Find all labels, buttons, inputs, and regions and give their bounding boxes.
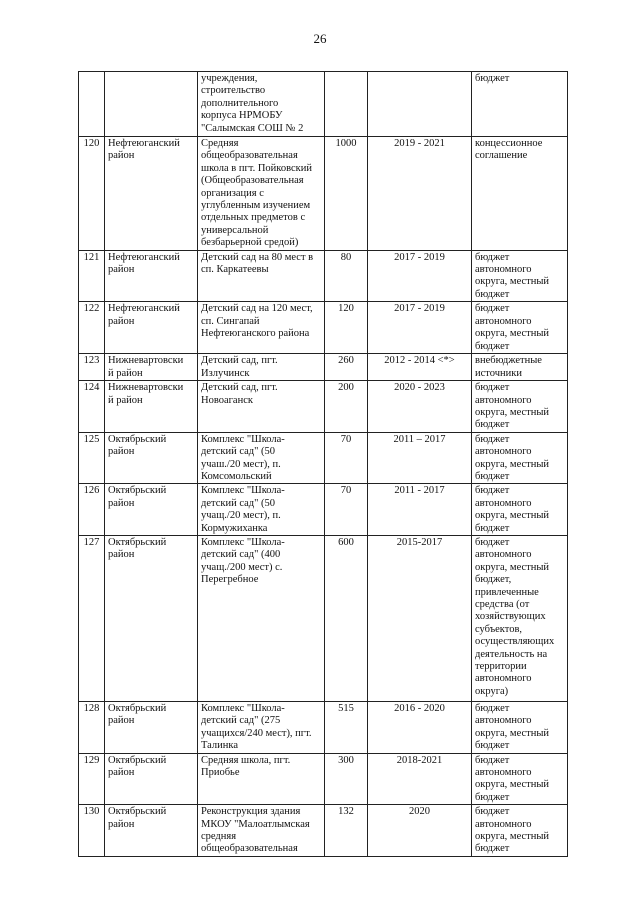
object-name-cell-text: Комплекс "Школа- детский сад" (50 учащ./20 мест), п. Кормужиханка (201, 485, 285, 534)
funding-source-cell-text: бюджет (475, 73, 510, 84)
table-row (79, 805, 568, 857)
district-cell (105, 432, 198, 484)
district-cell (105, 484, 198, 536)
funding-source-cell (472, 250, 568, 302)
funding-source-cell-text: бюджет автономного округа, местный бюджет (475, 382, 550, 431)
table-row (79, 535, 568, 701)
capacity-cell-text: 515 (338, 702, 354, 714)
object-name-cell (198, 484, 325, 536)
row-number-cell (79, 535, 105, 701)
object-name-cell-text: Детский сад, пгт. Излучинск (201, 355, 278, 379)
object-name-cell-text: Комплекс "Школа- детский сад" (275 учащихся/240 мест), пгт. Талинка (201, 702, 312, 752)
row-number-cell-text: 127 (83, 536, 100, 548)
capacity-cell (325, 805, 368, 857)
object-name-cell (198, 137, 325, 251)
district-cell (105, 753, 198, 805)
object-name-cell-text: Реконструкция здания МКОУ "Малоатлымская средняя общеобразовательная (201, 806, 310, 855)
funding-source-cell-text: бюджет автономного округа, местный бюджет, привлеченные средства (от хозяйствующих субъектов, осуществляющих деятельность на территории автономного округа) (475, 536, 555, 697)
years-cell (368, 250, 472, 302)
years-cell (368, 137, 472, 251)
object-name-cell-text: учреждения, строительство дополнительного корпуса НРМОБУ "Салымская СОШ № 2 (201, 73, 304, 134)
district-cell (105, 302, 198, 354)
row-number-cell-text: 122 (83, 303, 100, 315)
capacity-cell (325, 701, 368, 753)
capacity-cell-text: 200 (338, 382, 354, 394)
object-name-cell (198, 72, 325, 137)
object-name-cell-text: Средняя общеобразовательная школа в пгт. Пойковский (Общеобразовательная организация с углубленным изучением отдельных предметов с универсальной безбарьерной средой) (201, 138, 313, 249)
row-number-cell-text: 129 (83, 754, 100, 766)
capacity-cell (325, 381, 368, 433)
years-cell-text: 2020 - 2023 (394, 382, 445, 394)
row-number-cell (79, 432, 105, 484)
district-cell (105, 250, 198, 302)
capacity-cell (325, 432, 368, 484)
district-cell-text: Нефтеюганский район (108, 138, 180, 162)
district-cell (105, 701, 198, 753)
table-row (79, 381, 568, 433)
row-number-cell (79, 250, 105, 302)
capacity-cell (325, 137, 368, 251)
table-row (79, 701, 568, 753)
object-name-cell (198, 250, 325, 302)
capacity-cell (325, 250, 368, 302)
years-cell (368, 302, 472, 354)
object-name-cell-text: Детский сад на 80 мест в сп. Каркатеевы (201, 251, 314, 276)
funding-source-cell-text: бюджет автономного округа, местный бюджет (475, 251, 550, 300)
capacity-cell (325, 72, 368, 137)
row-number-cell-text: 123 (83, 355, 100, 367)
object-name-cell (198, 381, 325, 433)
table-row (79, 137, 568, 251)
funding-source-cell (472, 302, 568, 354)
district-cell-text: Октябрьский район (108, 806, 167, 830)
years-cell-text: 2019 - 2021 (394, 138, 445, 149)
object-name-cell (198, 701, 325, 753)
capacity-cell-text: 1000 (335, 138, 357, 149)
years-cell-text: 2011 – 2017 (393, 433, 446, 445)
years-cell (368, 354, 472, 381)
table-row (79, 432, 568, 484)
row-number-cell (79, 354, 105, 381)
funding-source-cell-text: бюджет автономного округа, местный бюджет (475, 754, 550, 803)
years-cell (368, 381, 472, 433)
capacity-cell-text: 120 (338, 303, 354, 315)
years-cell-text: 2020 (409, 806, 430, 818)
years-cell-text: 2018-2021 (396, 754, 443, 766)
capacity-cell-text: 600 (338, 536, 354, 548)
years-cell-text: 2015-2017 (396, 536, 443, 548)
row-number-cell-text: 130 (83, 806, 100, 818)
years-cell-text: 2012 - 2014 <*> (384, 355, 455, 367)
table-row (79, 250, 568, 302)
objects-table (78, 71, 568, 857)
table-row (79, 302, 568, 354)
object-name-cell-text: Средняя школа, пгт. Приобье (201, 754, 291, 778)
years-cell (368, 72, 472, 137)
funding-source-cell-text: внебюджетные источники (475, 355, 542, 379)
row-number-cell-text: 120 (83, 138, 100, 149)
object-name-cell (198, 753, 325, 805)
capacity-cell-text: 132 (338, 806, 354, 818)
funding-source-cell (472, 535, 568, 701)
capacity-cell-text: 260 (338, 355, 354, 367)
funding-source-cell-text: бюджет автономного округа, местный бюджет (475, 806, 550, 855)
row-number-cell-text: 125 (83, 433, 100, 445)
years-cell-text: 2017 - 2019 (394, 251, 445, 263)
row-number-cell-text: 124 (83, 382, 100, 394)
row-number-cell-text: 126 (83, 485, 100, 497)
funding-source-cell (472, 805, 568, 857)
object-name-cell (198, 805, 325, 857)
district-cell-text: Октябрьский район (108, 433, 167, 458)
funding-source-cell-text: бюджет автономного округа, местный бюджет (475, 303, 550, 352)
row-number-cell (79, 753, 105, 805)
funding-source-cell (472, 701, 568, 753)
capacity-cell (325, 302, 368, 354)
district-cell-text: Нижневартовски й район (108, 355, 184, 379)
district-cell-text: Октябрьский район (108, 536, 167, 561)
capacity-cell (325, 535, 368, 701)
years-cell (368, 753, 472, 805)
district-cell-text: Октябрьский район (108, 754, 167, 778)
object-name-cell (198, 535, 325, 701)
capacity-cell-text: 70 (340, 485, 352, 497)
row-number-cell (79, 484, 105, 536)
table-row (79, 354, 568, 381)
row-number-cell-text: 121 (83, 251, 100, 263)
table-row (79, 753, 568, 805)
row-number-cell (79, 381, 105, 433)
years-cell (368, 805, 472, 857)
table-row (79, 72, 568, 137)
object-name-cell (198, 354, 325, 381)
years-cell (368, 701, 472, 753)
funding-source-cell-text: бюджет автономного округа, местный бюджет (475, 433, 550, 482)
capacity-cell (325, 484, 368, 536)
funding-source-cell (472, 753, 568, 805)
row-number-cell (79, 302, 105, 354)
years-cell-text: 2011 - 2017 (394, 485, 445, 497)
capacity-cell-text: 300 (338, 754, 354, 766)
row-number-cell (79, 805, 105, 857)
row-number-cell-text: 128 (83, 702, 100, 714)
funding-source-cell (472, 137, 568, 251)
object-name-cell (198, 432, 325, 484)
row-number-cell (79, 72, 105, 137)
object-name-cell-text: Детский сад на 120 мест, сп. Сингапай Нефтеюганского района (201, 303, 313, 340)
capacity-cell-text: 80 (340, 251, 352, 263)
district-cell (105, 805, 198, 857)
capacity-cell (325, 753, 368, 805)
capacity-cell-text: 70 (340, 433, 352, 445)
funding-source-cell (472, 354, 568, 381)
funding-source-cell (472, 484, 568, 536)
table-row (79, 484, 568, 536)
row-number-cell (79, 701, 105, 753)
district-cell-text: Октябрьский район (108, 485, 167, 509)
funding-source-cell-text: концессионное соглашение (475, 138, 543, 162)
funding-source-cell-text: бюджет автономного округа, местный бюджет (475, 702, 550, 752)
object-name-cell-text: Комплекс "Школа- детский сад" (400 учащ./200 мест) с. Перегребное (201, 536, 285, 586)
years-cell (368, 535, 472, 701)
years-cell-text: 2017 - 2019 (394, 303, 445, 315)
object-name-cell-text: Детский сад, пгт. Новоаганск (201, 382, 278, 406)
years-cell-text: 2016 - 2020 (394, 702, 445, 714)
district-cell-text: Нефтеюганский район (108, 251, 180, 276)
district-cell-text: Нефтеюганский район (108, 303, 180, 327)
district-cell (105, 381, 198, 433)
district-cell (105, 72, 198, 137)
object-name-cell-text: Комплекс "Школа- детский сад" (50 учаш./20 мест), п. Комсомольский (201, 433, 285, 482)
object-name-cell (198, 302, 325, 354)
district-cell-text: Октябрьский район (108, 702, 167, 727)
page-number: 26 (313, 31, 327, 46)
district-cell (105, 535, 198, 701)
table-body (79, 72, 568, 857)
funding-source-cell (472, 432, 568, 484)
funding-source-cell-text: бюджет автономного округа, местный бюджет (475, 485, 550, 534)
years-cell (368, 432, 472, 484)
capacity-cell (325, 354, 368, 381)
row-number-cell (79, 137, 105, 251)
district-cell (105, 354, 198, 381)
district-cell-text: Нижневартовски й район (108, 382, 184, 406)
years-cell (368, 484, 472, 536)
funding-source-cell (472, 72, 568, 137)
district-cell (105, 137, 198, 251)
funding-source-cell (472, 381, 568, 433)
